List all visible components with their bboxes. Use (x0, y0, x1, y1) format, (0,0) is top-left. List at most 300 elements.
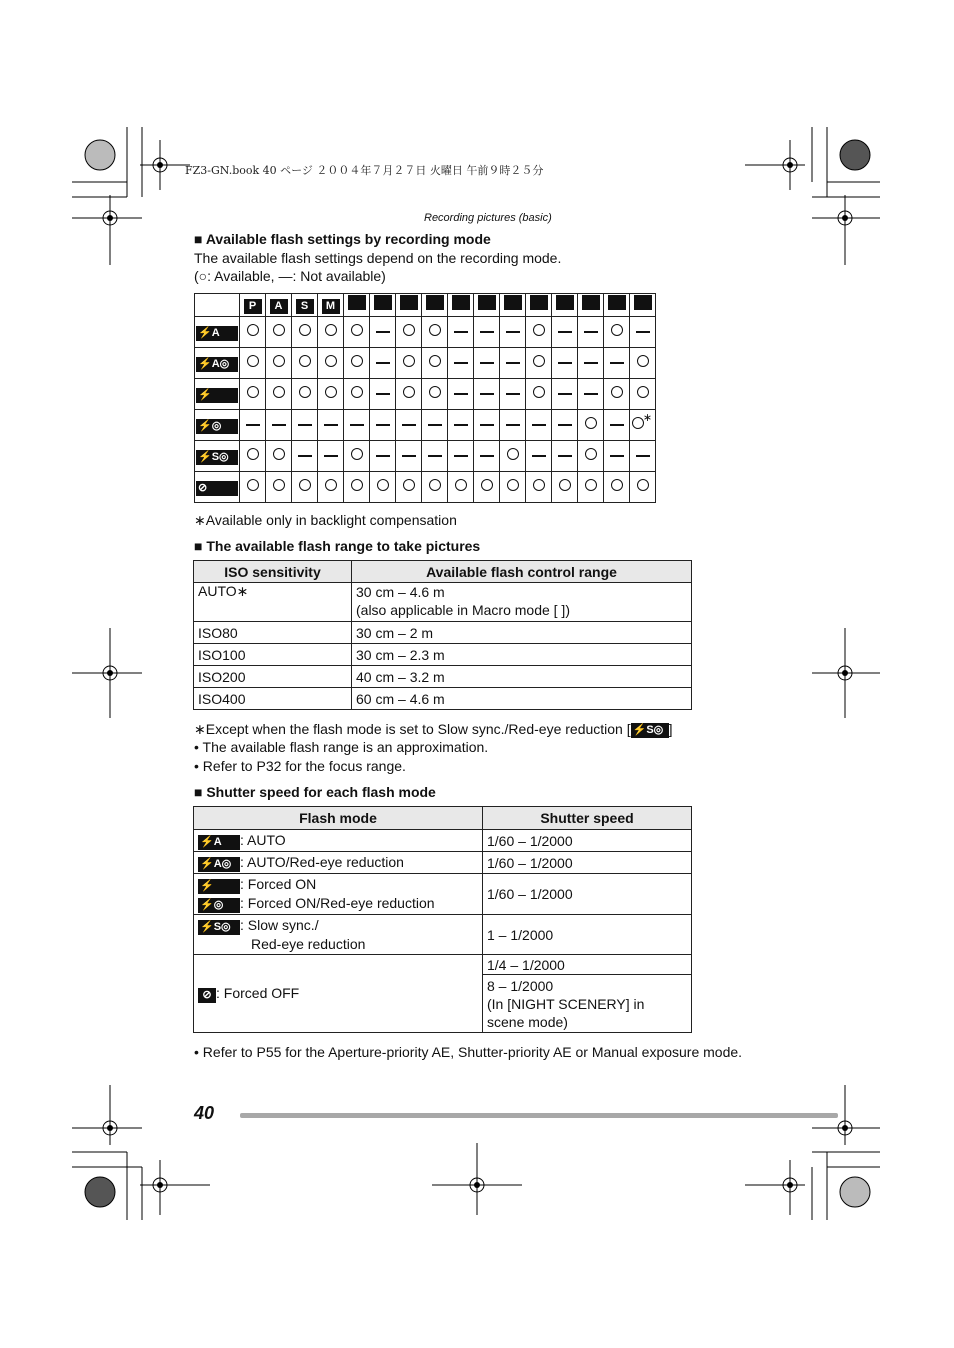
available-mark (318, 472, 344, 503)
dash-icon (350, 424, 364, 426)
mode-label: : Slow sync./ (240, 917, 319, 933)
available-mark (422, 317, 448, 348)
sports-icon (426, 295, 444, 310)
circle-icon (637, 386, 649, 398)
available-mark (344, 379, 370, 410)
dash-icon (428, 424, 442, 426)
circle-icon (325, 355, 337, 367)
speed-cell: 1/60 – 1/2000 (483, 852, 692, 874)
circle-icon (273, 324, 285, 336)
available-mark (526, 348, 552, 379)
available-mark (370, 472, 396, 503)
available-mark (474, 472, 500, 503)
flash-mode-cell (194, 852, 483, 874)
available-mark (396, 317, 422, 348)
flash-mode-icon: ⚡A (196, 326, 238, 341)
speed-cell: 1/60 – 1/2000 (483, 874, 692, 915)
dash-icon (428, 455, 442, 457)
unavailable-mark (396, 441, 422, 472)
unavailable-mark (474, 410, 500, 441)
unavailable-mark (474, 317, 500, 348)
circle-icon (481, 479, 493, 491)
mode-label: : Forced OFF (216, 984, 300, 1001)
circle-icon (507, 479, 519, 491)
unavailable-mark (500, 410, 526, 441)
available-mark (578, 472, 604, 503)
mode-a-icon: A (270, 299, 288, 314)
circle-icon (559, 479, 571, 491)
dash-icon (558, 393, 572, 395)
mode-header (526, 294, 552, 317)
circle-icon (637, 479, 649, 491)
available-mark (422, 379, 448, 410)
unavailable-mark (604, 441, 630, 472)
circle-icon (273, 479, 285, 491)
dash-icon (402, 455, 416, 457)
flash-slow-sync-icon: ⚡S◎ (198, 920, 240, 935)
circle-icon (429, 479, 441, 491)
available-mark (630, 379, 656, 410)
circle-icon (299, 386, 311, 398)
section-title-flash-range: ■ The available flash range to take pictures (194, 538, 481, 554)
flash-range-table (193, 560, 692, 710)
unavailable-mark (396, 410, 422, 441)
unavailable-mark (292, 410, 318, 441)
available-mark (630, 410, 656, 441)
dash-icon (454, 331, 468, 333)
matrix-corner (195, 294, 240, 317)
speed-cell: 1/4 – 1/2000 (483, 955, 692, 975)
section-title-flash-settings: ■ Available flash settings by recording mode (194, 231, 491, 247)
circle-icon (533, 386, 545, 398)
available-mark (318, 317, 344, 348)
candle-icon (582, 295, 600, 310)
available-mark (526, 379, 552, 410)
circle-icon (585, 417, 597, 429)
available-mark (240, 472, 266, 503)
available-mark (630, 472, 656, 503)
flash-mode-cell (195, 410, 240, 441)
mode-header (422, 294, 448, 317)
available-mark (526, 317, 552, 348)
available-mark (240, 441, 266, 472)
matrix-row (195, 472, 656, 503)
circle-icon (247, 386, 259, 398)
range-cell: 30 cm – 2.3 m (352, 644, 692, 666)
macro-icon (348, 295, 366, 310)
unavailable-mark (552, 348, 578, 379)
dash-icon (246, 424, 260, 426)
dash-icon (506, 424, 520, 426)
dash-icon (558, 424, 572, 426)
flash-mode-cell (195, 441, 240, 472)
circle-icon (637, 355, 649, 367)
dash-icon (480, 424, 494, 426)
unavailable-mark (370, 441, 396, 472)
flash-auto-redeye-icon: ⚡A◎ (198, 857, 240, 872)
dash-icon (636, 331, 650, 333)
available-mark (344, 348, 370, 379)
available-mark (552, 472, 578, 503)
flash-mode-cell (195, 348, 240, 379)
circle-icon (299, 355, 311, 367)
dash-icon (480, 331, 494, 333)
flash-mode-cell (194, 874, 483, 915)
dash-icon (584, 331, 598, 333)
unavailable-mark (448, 379, 474, 410)
section-desc: The available flash settings depend on the recording mode. (194, 250, 562, 266)
unavailable-mark (240, 410, 266, 441)
range-footnote-end: ] (668, 721, 673, 737)
available-mark (526, 472, 552, 503)
circle-icon (351, 448, 363, 460)
circle-icon (247, 355, 259, 367)
flash-mode-cell (195, 379, 240, 410)
circle-icon (247, 448, 259, 460)
page-number: 40 (194, 1103, 215, 1123)
available-mark (292, 348, 318, 379)
speed-value: 8 – 1/2000 (487, 977, 554, 994)
mode-header (292, 294, 318, 317)
flash-auto-icon: ⚡A (198, 835, 240, 850)
flash-mode-cell (194, 915, 483, 955)
mode-header (318, 294, 344, 317)
col-iso: ISO sensitivity (194, 561, 352, 583)
mode-header (240, 294, 266, 317)
dash-icon (376, 393, 390, 395)
party-icon (530, 295, 548, 310)
available-mark (318, 379, 344, 410)
mode-m-icon: M (322, 299, 340, 314)
circle-icon (351, 386, 363, 398)
speed-note: (In [NIGHT SCENERY] in (487, 995, 645, 1012)
iso-cell: ISO100 (194, 644, 352, 666)
mode-s-icon: S (296, 299, 314, 314)
available-mark (500, 441, 526, 472)
baby-icon (608, 295, 626, 310)
dash-icon (480, 455, 494, 457)
unavailable-mark (266, 410, 292, 441)
speed-cell (483, 975, 692, 1033)
range-footnote-text: ∗Except when the flash mode is set to Slow sync./Red-eye reduction [ (194, 721, 631, 737)
unavailable-mark (474, 379, 500, 410)
circle-icon (273, 448, 285, 460)
dash-icon (298, 455, 312, 457)
circle-icon (299, 479, 311, 491)
bullet-range: • The available flash range is an approximation. (194, 739, 489, 755)
mode-label: : Forced ON/Red-eye reduction (240, 895, 435, 911)
available-mark (344, 317, 370, 348)
unavailable-mark (448, 348, 474, 379)
unavailable-mark (500, 317, 526, 348)
mode-header (500, 294, 526, 317)
dash-icon (506, 393, 520, 395)
unavailable-mark (448, 410, 474, 441)
dash-icon (558, 331, 572, 333)
shutter-speed-table (193, 806, 692, 1033)
fireworks-icon (556, 295, 574, 310)
mode-header (630, 294, 656, 317)
flash-mode-cell (194, 830, 483, 852)
dash-icon (636, 455, 650, 457)
mode-header (578, 294, 604, 317)
matrix-row (195, 410, 656, 441)
flash-mode-icon: ⚡S◎ (196, 450, 238, 465)
mode-header (552, 294, 578, 317)
dash-icon (610, 424, 624, 426)
unavailable-mark (500, 348, 526, 379)
iso-cell: ISO80 (194, 622, 352, 644)
flash-mode-icon: ⚡ (196, 388, 238, 403)
night-icon (478, 295, 496, 310)
unavailable-mark (552, 441, 578, 472)
available-mark (266, 441, 292, 472)
dash-icon (584, 362, 598, 364)
flash-mode-cell (194, 955, 483, 1033)
unavailable-mark (344, 410, 370, 441)
unavailable-mark (448, 317, 474, 348)
mode-header (474, 294, 500, 317)
dash-icon (272, 424, 286, 426)
iso-cell: AUTO∗ (194, 583, 352, 622)
available-mark (604, 472, 630, 503)
circle-icon (247, 479, 259, 491)
circle-icon (351, 479, 363, 491)
range-cell: 30 cm – 2 m (352, 622, 692, 644)
available-mark (344, 472, 370, 503)
dash-icon (480, 393, 494, 395)
circle-icon (403, 324, 415, 336)
mode-header (344, 294, 370, 317)
flash-mode-icon: ⚡A◎ (196, 357, 238, 372)
unavailable-mark (578, 348, 604, 379)
flash-mode-cell (195, 317, 240, 348)
circle-icon (585, 479, 597, 491)
available-mark (448, 472, 474, 503)
mode-header (448, 294, 474, 317)
unavailable-mark (370, 379, 396, 410)
available-mark (604, 379, 630, 410)
flash-mode-icon: ⚡◎ (196, 419, 238, 434)
unavailable-mark (578, 317, 604, 348)
circle-icon (429, 386, 441, 398)
circle-icon (533, 355, 545, 367)
unavailable-mark (448, 441, 474, 472)
mode-header (604, 294, 630, 317)
file-info: FZ3-GN.book 40 ページ ２００４年７月２７日 火曜日 午前９時２５分 (185, 164, 544, 177)
range-cell: 60 cm – 4.6 m (352, 688, 692, 710)
available-mark (396, 379, 422, 410)
circle-icon (299, 324, 311, 336)
available-mark (240, 317, 266, 348)
bullet-focus: • Refer to P32 for the focus range. (194, 758, 406, 774)
flash-mode-cell (195, 472, 240, 503)
unavailable-mark (370, 317, 396, 348)
circle-icon (533, 324, 545, 336)
dash-icon (532, 424, 546, 426)
unavailable-mark (630, 441, 656, 472)
unavailable-mark (422, 441, 448, 472)
circle-icon (247, 324, 259, 336)
circle-icon (429, 355, 441, 367)
unavailable-mark (318, 441, 344, 472)
mode-label: : AUTO/Red-eye reduction (240, 853, 404, 870)
dash-icon (376, 362, 390, 364)
unavailable-mark (604, 348, 630, 379)
circle-icon (273, 386, 285, 398)
dash-icon (532, 455, 546, 457)
unavailable-mark (474, 441, 500, 472)
unavailable-mark (552, 379, 578, 410)
available-mark (266, 348, 292, 379)
circle-icon (351, 324, 363, 336)
available-mark (422, 472, 448, 503)
speed-cell: 1/60 – 1/2000 (483, 830, 692, 852)
unavailable-mark (552, 410, 578, 441)
flash-forced-on-icon: ⚡ (198, 879, 240, 894)
circle-icon (273, 355, 285, 367)
flash-off-icon: ⊘ (198, 988, 216, 1003)
dash-icon (324, 455, 338, 457)
iso-cell: ISO200 (194, 666, 352, 688)
available-mark (266, 379, 292, 410)
dash-icon (610, 455, 624, 457)
dash-icon (558, 362, 572, 364)
available-mark (578, 441, 604, 472)
mode-header (396, 294, 422, 317)
slow-sync-redeye-icon: ⚡S◎ (631, 723, 669, 738)
motion-icon (374, 295, 392, 310)
available-mark (604, 317, 630, 348)
range-cell: 40 cm – 3.2 m (352, 666, 692, 688)
portrait-icon (400, 295, 418, 310)
asterisk: ∗ (642, 412, 653, 424)
mode-label: : Forced ON (240, 876, 317, 892)
unavailable-mark (630, 317, 656, 348)
scenery-icon (452, 295, 470, 310)
available-mark (266, 317, 292, 348)
mode-label-2: Red-eye reduction (251, 936, 366, 952)
circle-icon (325, 479, 337, 491)
dash-icon (558, 455, 572, 457)
available-mark (500, 472, 526, 503)
self-icon (504, 295, 522, 310)
flash-forced-redeye-icon: ⚡◎ (198, 898, 240, 913)
flash-mode-icon: ⊘ (196, 481, 238, 496)
dash-icon (376, 455, 390, 457)
available-mark (318, 348, 344, 379)
circle-icon (403, 386, 415, 398)
matrix-row (195, 379, 656, 410)
matrix-row (195, 317, 656, 348)
matrix-row (195, 441, 656, 472)
dash-icon (454, 362, 468, 364)
available-mark (396, 472, 422, 503)
unavailable-mark (500, 379, 526, 410)
dash-icon (610, 362, 624, 364)
available-mark (630, 348, 656, 379)
flash-mode-matrix (194, 293, 656, 503)
bullet-exposure: • Refer to P55 for the Aperture-priority AE, Shutter-priority AE or Manual exposure mode. (194, 1044, 743, 1060)
unavailable-mark (474, 348, 500, 379)
mode-header (266, 294, 292, 317)
circle-icon (429, 324, 441, 336)
page-bar (240, 1113, 838, 1118)
dash-icon (376, 331, 390, 333)
circle-icon (611, 479, 623, 491)
speed-note: scene mode) (487, 1013, 568, 1030)
circle-icon (403, 355, 415, 367)
circle-icon (585, 448, 597, 460)
dash-icon (376, 424, 390, 426)
available-mark (578, 410, 604, 441)
circle-icon (377, 479, 389, 491)
dash-icon (454, 424, 468, 426)
soft-icon (634, 295, 652, 310)
unavailable-mark (578, 379, 604, 410)
speed-cell: 1 – 1/2000 (483, 915, 692, 955)
dash-icon (584, 393, 598, 395)
matrix-footnote: ∗Available only in backlight compensation (194, 512, 457, 528)
unavailable-mark (370, 410, 396, 441)
unavailable-mark (370, 348, 396, 379)
circle-icon (455, 479, 467, 491)
circle-icon (507, 448, 519, 460)
available-mark (266, 472, 292, 503)
available-mark (240, 348, 266, 379)
unavailable-mark (526, 410, 552, 441)
circle-icon (325, 324, 337, 336)
unavailable-mark (604, 410, 630, 441)
circle-icon (611, 324, 623, 336)
circle-icon (611, 386, 623, 398)
matrix-row (195, 348, 656, 379)
dash-icon (454, 393, 468, 395)
unavailable-mark (318, 410, 344, 441)
dash-icon (506, 362, 520, 364)
available-mark (292, 379, 318, 410)
dash-icon (454, 455, 468, 457)
circle-icon (325, 386, 337, 398)
dash-icon (298, 424, 312, 426)
unavailable-mark (292, 441, 318, 472)
range-note: (also applicable in Macro mode [ ]) (356, 602, 570, 618)
circle-icon (403, 479, 415, 491)
available-mark (396, 348, 422, 379)
range-cell (352, 583, 692, 622)
available-mark (344, 441, 370, 472)
circle-icon (351, 355, 363, 367)
dash-icon (324, 424, 338, 426)
iso-cell: ISO400 (194, 688, 352, 710)
available-mark (292, 317, 318, 348)
col-range: Available flash control range (352, 561, 692, 583)
unavailable-mark (422, 410, 448, 441)
section-title-shutter: ■ Shutter speed for each flash mode (194, 784, 436, 800)
mode-p-icon: P (244, 299, 262, 314)
dash-icon (480, 362, 494, 364)
col-shutter-speed: Shutter speed (483, 807, 692, 830)
range-footnote (194, 720, 673, 738)
available-mark (292, 472, 318, 503)
unavailable-mark (552, 317, 578, 348)
unavailable-mark (526, 441, 552, 472)
available-mark (240, 379, 266, 410)
mode-header (370, 294, 396, 317)
dash-icon (402, 424, 416, 426)
range-value: 30 cm – 4.6 m (356, 584, 445, 600)
dash-icon (506, 331, 520, 333)
